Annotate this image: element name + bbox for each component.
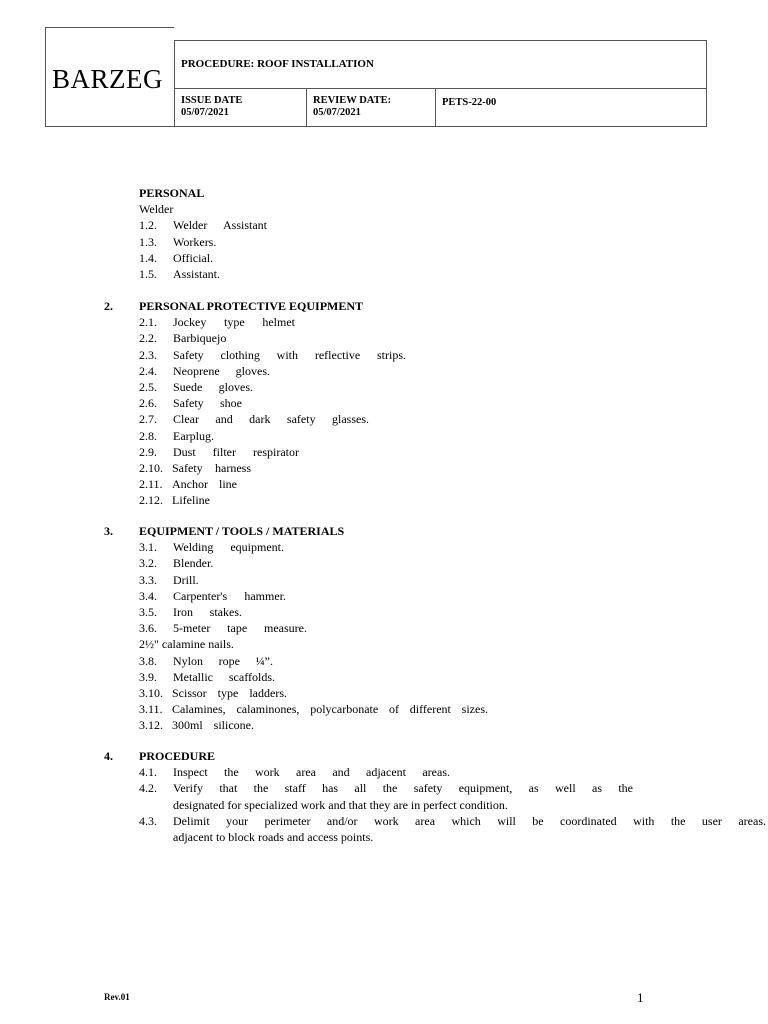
list-item-text: Welder Assistant [173,218,267,233]
list-item-number: 3.8. [139,653,157,668]
list-item-number: 1.3. [139,234,157,249]
list-item-text: Barbiquejo [173,331,227,346]
list-item-number: 2.11. [139,477,163,492]
document-header [45,27,707,128]
list-item-text: Delimit your perimeter and/or work area which will be coordinated with the user areas. [173,813,766,828]
list-item-number: 2.1. [139,315,157,330]
logo-box [45,27,174,127]
list-item-number: 3.1. [139,540,157,555]
issue-date-value: 05/07/2021 [181,107,229,118]
list-item-text: Welder [139,202,174,217]
list-item-number: 3.9. [139,669,157,684]
list-item-text: 2½" calamine nails. [139,637,234,652]
list-item-text: Drill. [173,572,199,587]
list-item-number: 4.3. [139,813,157,828]
list-item-number: 4.1. [139,765,157,780]
list-item-number: 3.12. [139,718,163,733]
list-item-text: Neoprene gloves. [173,363,270,378]
review-date-label: REVIEW DATE: [313,95,392,106]
list-item-text: 5-meter tape measure. [173,621,307,636]
list-item-number: 1.2. [139,218,157,233]
list-item-number: 3.6. [139,621,157,636]
list-item-text: Safety shoe [173,396,242,411]
list-item-text: Metallic scaffolds. [173,669,275,684]
list-item-number: 1.4. [139,250,157,265]
section-number: 3. [104,524,113,538]
list-item-text: Inspect the work area and adjacent areas. [173,765,450,780]
list-item-text: Blender. [173,556,214,571]
list-item-number: 3.5. [139,605,157,619]
list-item-number: 2.9. [139,444,157,459]
list-item-continuation: designated for specialized work and that they are in perfect condition. [173,797,508,812]
header-info-row [174,88,707,127]
list-item-number: 4.2. [139,781,157,796]
list-item-number: 2.5. [139,380,157,394]
list-item-text: Clear and dark safety glasses. [173,412,369,427]
section-heading: PERSONAL PROTECTIVE EQUIPMENT [139,299,364,313]
list-item-number: 2.6. [139,396,157,411]
list-item-number: 1.5. [139,267,157,281]
list-item-number: 3.4. [139,588,157,603]
review-date-value: 05/07/2021 [313,107,361,118]
list-item-text: Workers. [173,234,217,249]
procedure-title: PROCEDURE: ROOF INSTALLATION [181,58,374,70]
list-item-text: Dust filter respirator [173,444,299,459]
section-heading: EQUIPMENT / TOOLS / MATERIALS [139,524,345,538]
list-item-text: Verify that the staff has all the safety equipment, as well as the [173,781,633,796]
list-item-text: Iron stakes. [173,605,242,619]
list-item-text: Jockey type helmet [173,315,295,330]
issue-date-label: ISSUE DATE [181,95,243,106]
list-item-text: Welding equipment. [173,540,284,555]
list-item-number: 3.3. [139,572,157,587]
list-item-text: Suede gloves. [173,380,253,394]
list-item-text: Calamines, calaminones, polycarbonate of different sizes. [172,702,488,717]
section-number: 4. [104,749,113,763]
company-logo: BARZEG [52,64,163,94]
procedure-title-cell [174,40,707,89]
list-item-number: 2.8. [139,428,157,443]
list-item-text: Assistant. [173,267,221,281]
list-item-text: Lifeline [172,493,210,508]
list-item-number: 2.12. [139,493,163,508]
list-item-text: Scissor type ladders. [172,686,287,700]
section-heading: PERSONAL [139,186,205,200]
footer-page-number: 1 [637,990,644,1005]
list-item-number: 2.4. [139,363,157,378]
list-item-text: Nylon rope ¼”. [173,653,273,668]
document-code-cell [435,88,707,127]
footer-revision: Rev.01 [104,992,130,1002]
list-item-number: 3.10. [139,686,163,700]
section-heading: PROCEDURE [139,749,216,763]
issue-date-cell [174,88,307,127]
list-item-text: 300ml silicone. [172,718,254,733]
list-item-number: 3.11. [139,702,163,717]
list-item-number: 2.3. [139,347,157,362]
list-item-text: Safety clothing with reflective strips. [173,347,406,362]
list-item-number: 2.7. [139,412,157,427]
review-date-cell [306,88,436,127]
list-item-number: 3.2. [139,556,157,571]
list-item-number: 2.2. [139,331,157,346]
section-number: 2. [104,299,113,313]
document-code: PETS-22-00 [442,97,497,108]
list-item-text: Official. [173,250,214,265]
list-item-continuation: adjacent to block roads and access points. [173,830,374,844]
list-item-text: Earplug. [173,428,214,443]
list-item-number: 2.10. [139,461,163,475]
list-item-text: Carpenter's hammer. [173,588,286,603]
list-item-text: Anchor line [172,477,237,492]
list-item-text: Safety harness [172,461,251,475]
